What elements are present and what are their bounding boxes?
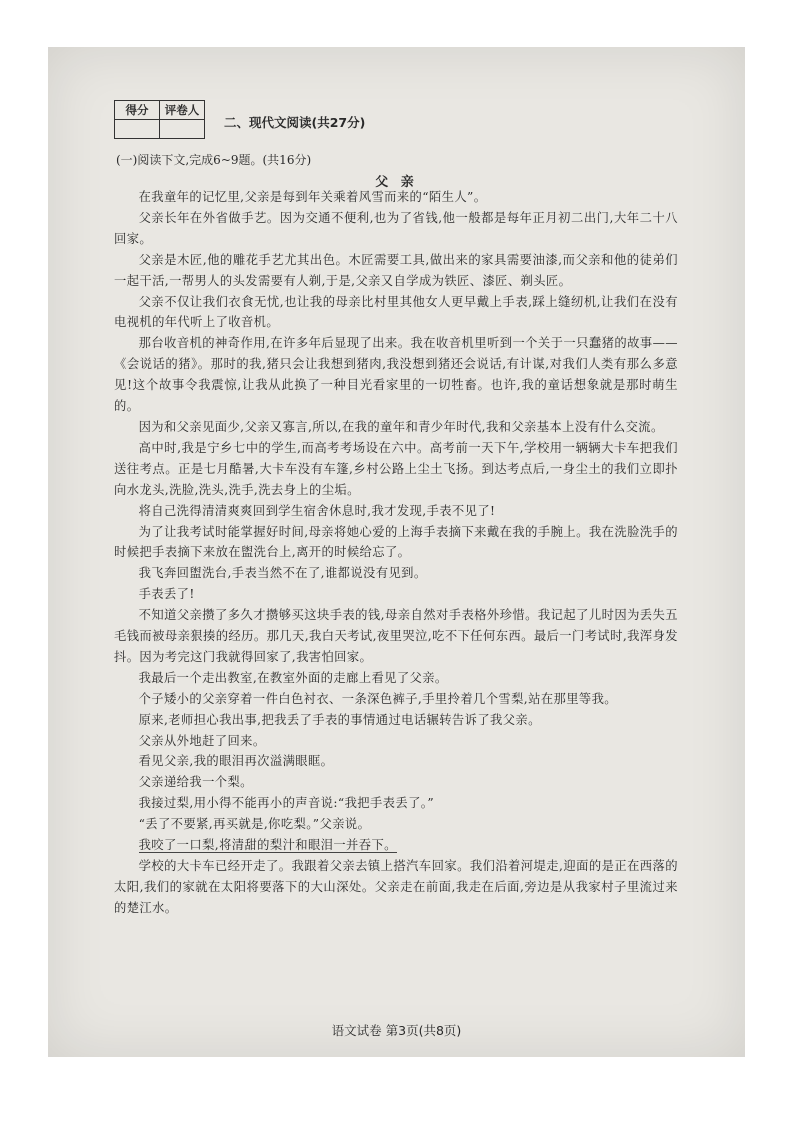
grader-cell bbox=[160, 120, 205, 139]
score-label: 得分 bbox=[115, 101, 160, 120]
paragraph: 不知道父亲攒了多久才攒够买这块手表的钱,母亲自然对手表格外珍惜。我记起了儿时因为丢失五毛钱而被母亲狠揍的经历。那几天,我白天考试,夜里哭泣,吃不下任何东西。最后一门考试时,我浑身发抖。因为考完这门我就得回家了,我害怕回家。 bbox=[114, 608, 678, 664]
paragraph: 将自己洗得清清爽爽回到学生宿舍休息时,我才发现,手表不见了! bbox=[138, 503, 496, 518]
page-footer: 语文试卷 第3页(共8页) bbox=[331, 1023, 462, 1038]
paragraph: 学校的大卡车已经开走了。我跟着父亲去镇上搭汽车回家。我们沿着河堤走,迎面的是正在西落的太阳,我们的家就在太阳将要落下的大山深处。父亲走在前面,我走在后面,旁边是从我家村子里流过来的楚江水。 bbox=[114, 859, 678, 915]
article-body bbox=[114, 187, 678, 919]
paragraph: 父亲是木匠,他的雕花手艺尤其出色。木匠需要工具,做出来的家具需要油漆,而父亲和他的徒弟们一起干活,一帮男人的头发需要有人剃,于是,父亲又自学成为铁匠、漆匠、剃头匠。 bbox=[114, 252, 678, 288]
paragraph: 在我童年的记忆里,父亲是每到年关乘着风雪而来的“陌生人”。 bbox=[138, 190, 487, 204]
grader-label: 评卷人 bbox=[160, 101, 205, 120]
paragraph: 个子矮小的父亲穿着一件白色衬衣、一条深色裤子,手里拎着几个雪梨,站在那里等我。 bbox=[138, 691, 617, 706]
paragraph: 看见父亲,我的眼泪再次溢满眼眶。 bbox=[138, 754, 334, 769]
paragraph: 我飞奔回盥洗台,手表当然不在了,谁都说没有见到。 bbox=[138, 566, 427, 581]
part-heading: (一)阅读下文,完成6~9题。(共16分) bbox=[116, 153, 312, 167]
section-heading: 二、现代文阅读(共27分) bbox=[224, 115, 366, 130]
exam-page bbox=[48, 47, 745, 1057]
paragraph: 手表丢了! bbox=[138, 587, 195, 602]
article-title: 父 亲 bbox=[375, 175, 418, 190]
paragraph: 父亲递给我一个梨。 bbox=[138, 775, 253, 790]
paragraph: 因为和父亲见面少,父亲又寡言,所以,在我的童年和青少年时代,我和父亲基本上没有什么交流。 bbox=[138, 419, 664, 434]
paragraph: “丢了不要紧,再买就是,你吃梨。”父亲说。 bbox=[138, 817, 371, 832]
paragraph: 高中时,我是宁乡七中的学生,而高考考场设在六中。高考前一天下午,学校用一辆辆大卡车把我们送往考点。正是七月酷暑,大卡车没有车篷,乡村公路上尘土飞扬。到达考点后,一身尘土的我们立即扑向水龙头,洗脸,洗头,洗手,洗去身上的尘垢。 bbox=[114, 440, 678, 497]
underlined-sentence: 我咬了一口梨,将清甜的梨汁和眼泪一并吞下。 bbox=[138, 838, 397, 853]
paragraph: 父亲不仅让我们衣食无忧,也让我的母亲比村里其他女人更早戴上手表,踩上缝纫机,让我们在没有电视机的年代听上了收音机。 bbox=[114, 294, 678, 330]
paragraph-underlined bbox=[114, 835, 678, 856]
paragraph: 原来,老师担心我出事,把我丢了手表的事情通过电话辗转告诉了我父亲。 bbox=[138, 712, 541, 727]
paragraph: 我接过梨,用小得不能再小的声音说:“我把手表丢了。” bbox=[138, 796, 435, 811]
score-box bbox=[114, 100, 205, 139]
paragraph: 我最后一个走出教室,在教室外面的走廊上看见了父亲。 bbox=[138, 670, 448, 685]
paragraph: 为了让我考试时能掌握好时间,母亲将她心爱的上海手表摘下来戴在我的手腕上。我在洗脸洗手的时候把手表摘下来放在盥洗台上,离开的时候给忘了。 bbox=[114, 524, 678, 560]
paragraph: 父亲长年在外省做手艺。因为交通不便利,也为了省钱,他一般都是每年正月初二出门,大年二十八回家。 bbox=[114, 210, 678, 246]
paragraph: 那台收音机的神奇作用,在许多年后显现了出来。我在收音机里听到一个关于一只蠢猪的故事——《会说话的猪》。那时的我,猪只会让我想到猪肉,我没想到猪还会说话,有计谋,对我们人类有那么多意见!这个故事令我震惊,让我从此换了一种目光看家里的一切牲畜。也许,我的童话想象就是那时萌生的。 bbox=[114, 336, 678, 414]
score-cell bbox=[115, 120, 160, 139]
paragraph: 父亲从外地赶了回来。 bbox=[138, 733, 266, 748]
